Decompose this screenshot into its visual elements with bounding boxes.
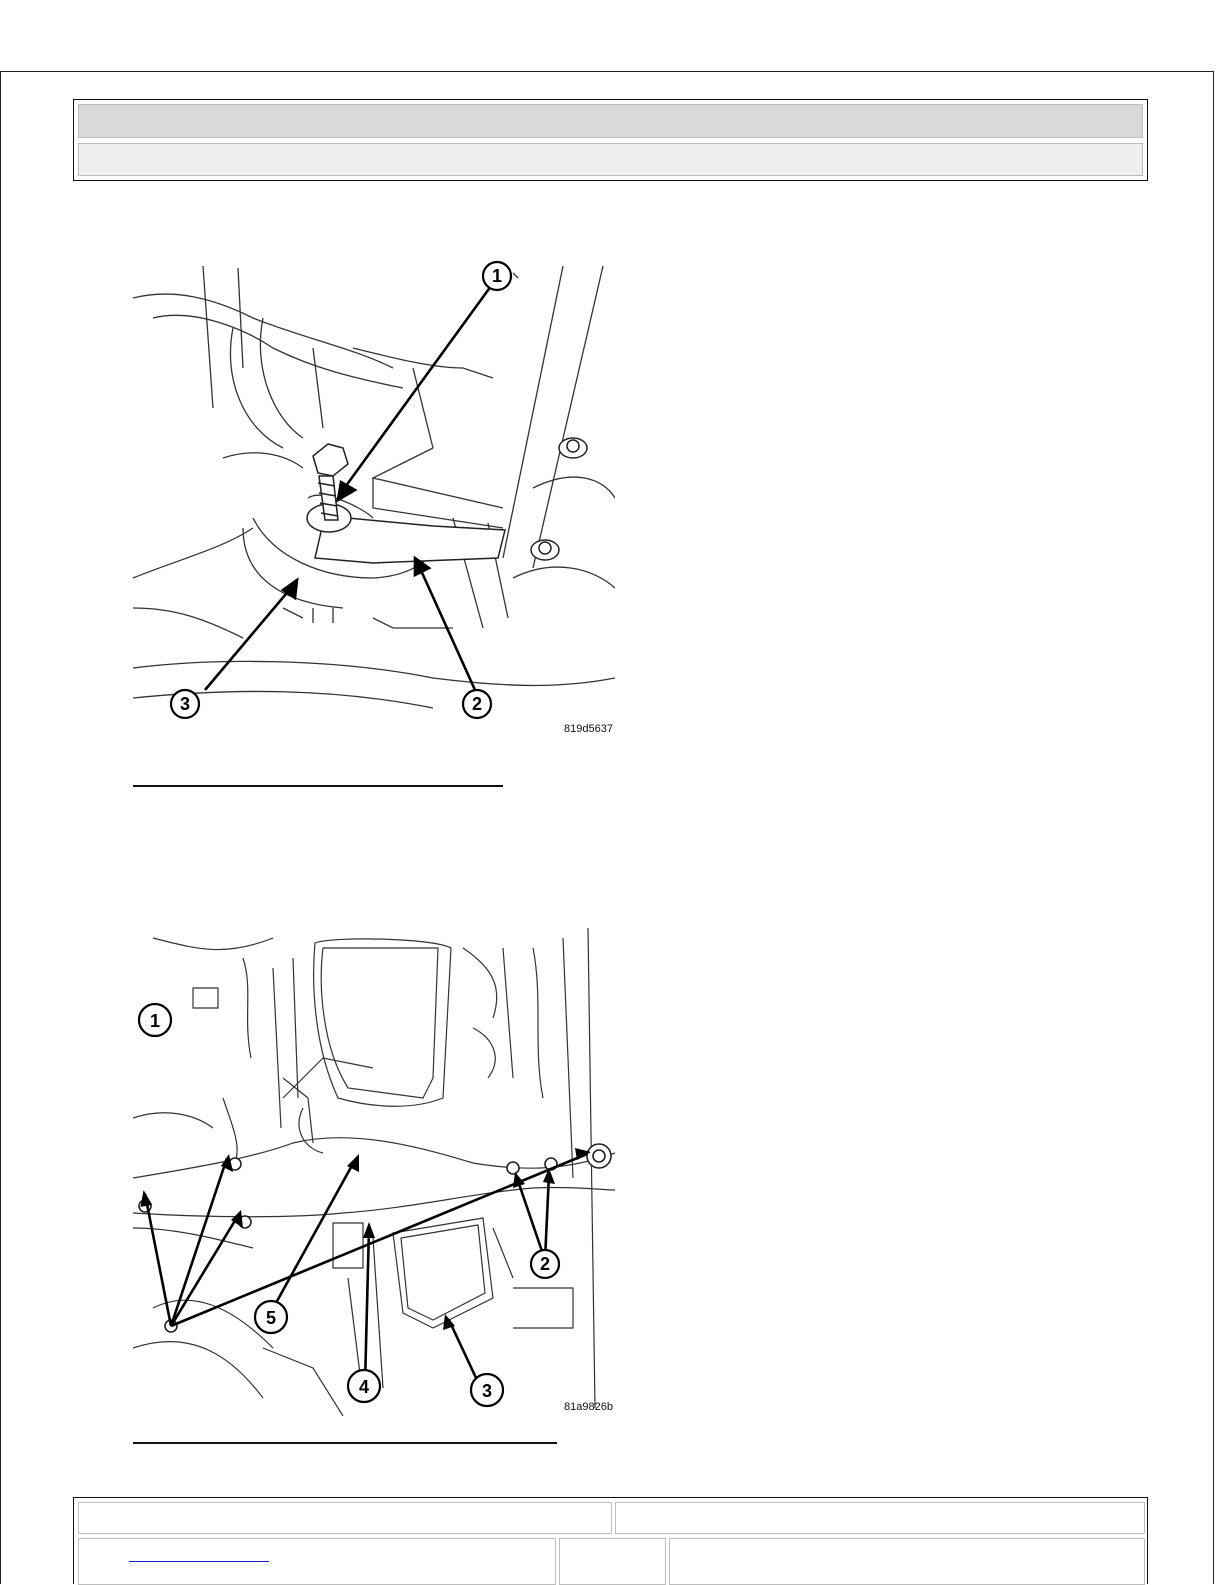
callout-1 [483, 262, 511, 290]
callout-3-label: 3 [481, 1381, 493, 1401]
figure-id-label: 81a9826b [564, 1401, 613, 1413]
document-header [73, 99, 1148, 181]
footer-cell-end [669, 1538, 1145, 1585]
figure-id-label: 819d5637 [564, 723, 613, 735]
callout-4 [348, 1370, 380, 1402]
callout-2-label: 2 [471, 694, 483, 714]
footer-cell-left [78, 1502, 612, 1534]
callout-3-label: 3 [179, 694, 191, 714]
footer-cell-link [78, 1538, 556, 1585]
header-subtitle-bar [78, 143, 1143, 176]
callout-5 [255, 1301, 287, 1333]
figure-mount-bolt-illustration [133, 258, 615, 738]
callout-1-label: 1 [149, 1011, 161, 1031]
callout-2-label: 2 [539, 1254, 551, 1274]
callout-5-label: 5 [265, 1308, 277, 1328]
footer-cell-right [615, 1502, 1145, 1534]
footer-cell-middle [559, 1538, 666, 1585]
figure-mount-bolt [133, 258, 615, 738]
figure-transmission-underside [133, 928, 615, 1416]
callout-3 [171, 690, 199, 718]
header-title-bar [78, 104, 1143, 138]
callout-2 [531, 1250, 559, 1278]
figure-1-caption-rule [133, 785, 503, 787]
callout-3 [471, 1374, 503, 1406]
callout-4-label: 4 [358, 1377, 370, 1397]
footer-nav-table [73, 1497, 1148, 1584]
footer-link[interactable] [129, 1561, 269, 1562]
figure-2-caption-rule [133, 1442, 557, 1444]
callout-1-label: 1 [491, 266, 503, 286]
callout-1 [139, 1004, 171, 1036]
callout-2 [463, 690, 491, 718]
figure-transmission-underside-illustration [133, 928, 615, 1416]
